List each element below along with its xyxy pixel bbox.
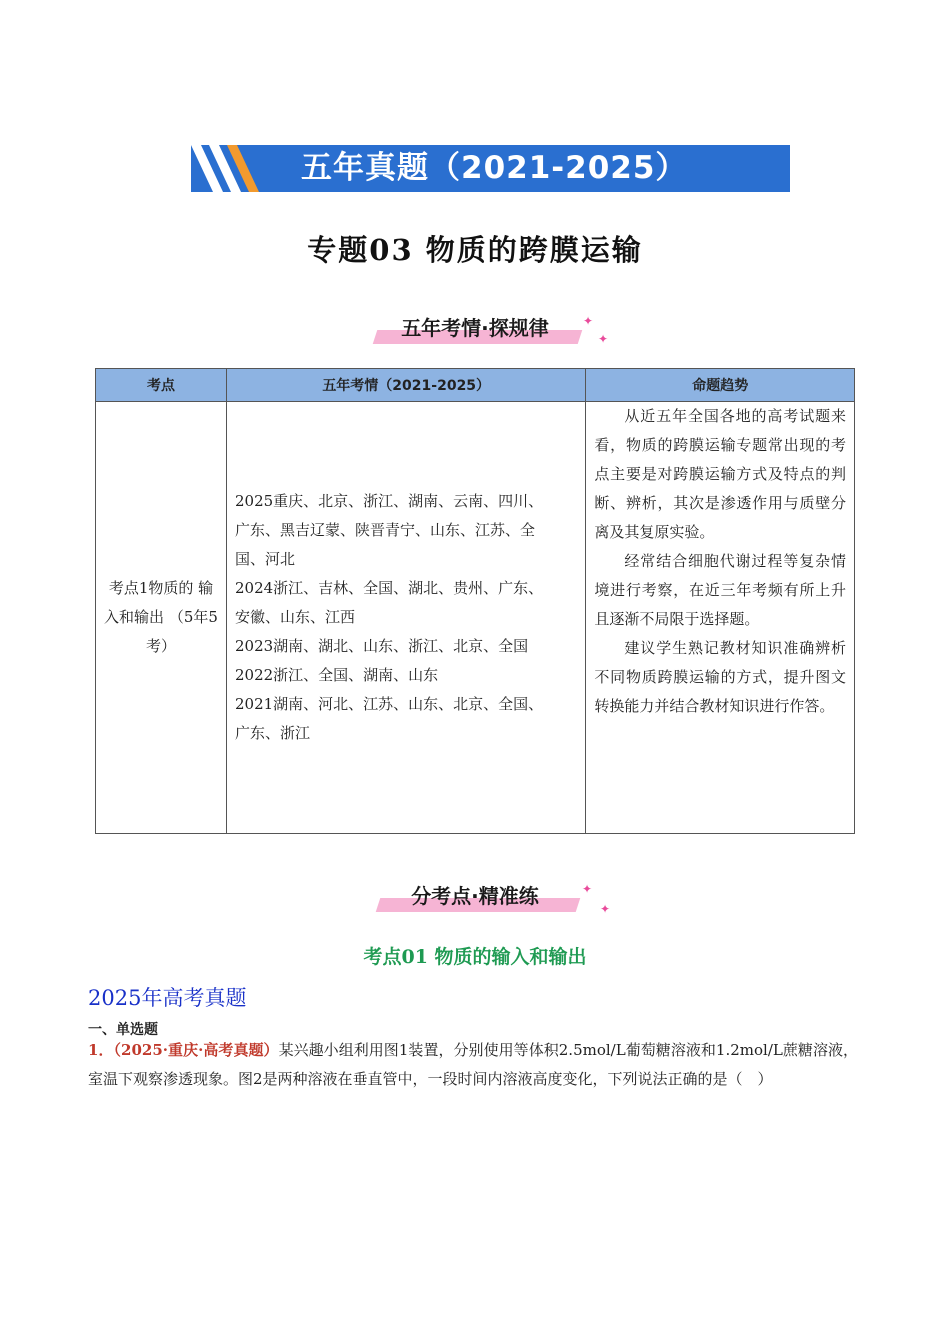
sparkle-icon: ✦ [598, 332, 609, 346]
exam-trend-table [95, 368, 855, 834]
history-line: 国、河北 [234, 550, 295, 568]
banner-title: 五年真题（2021-2025） [301, 150, 688, 186]
trend-paragraph: 建议学生熟记教材知识准确辨析不同物质跨膜运输的方式，提升图文转换能力并结合教材知识进行作答。 [594, 639, 846, 715]
question-type: 一、单选题 [88, 1022, 158, 1038]
trend-paragraph: 经常结合细胞代谢过程等复杂情境进行考察，在近三年考频有所上升且逐渐不局限于选择题。 [594, 552, 846, 628]
history-line: 广东、黑吉辽蒙、陕晋青宁、山东、江苏、全 [234, 521, 535, 539]
cell-trend [586, 402, 855, 834]
header-point: 考点 [96, 369, 227, 402]
cell-history [226, 402, 585, 834]
sparkle-icon: ✦ [582, 882, 593, 896]
question-1 [88, 1036, 858, 1094]
sparkle-icon: ✦ [600, 902, 611, 916]
question-text: 某兴趣小组利用图1装置，分别使用等体积2.5mol/L葡萄糖溶液和1.2mol/L蔗糖溶液，室温下观察渗透现象。图2是两种溶液在垂直管中，一段时间内溶液高度变化，下列说法正确的是（ ） [88, 1041, 859, 1088]
history-line: 2023湖南、湖北、山东、浙江、北京、全国 [234, 637, 529, 655]
cell-point [96, 402, 227, 834]
kaodian-title: 考点01 物质的输入和输出 [363, 946, 587, 968]
table-header-row [96, 369, 855, 402]
history-line: 广东、浙江 [234, 724, 310, 742]
header-history: 五年考情（2021-2025） [226, 369, 585, 402]
history-line: 2022浙江、全国、湖南、山东 [234, 666, 439, 684]
table-row [96, 402, 855, 834]
header-trend: 命题趋势 [586, 369, 855, 402]
point-line: （5年5考） [145, 608, 218, 655]
history-line: 2025重庆、北京、浙江、湖南、云南、四川、 [234, 492, 544, 510]
history-line: 2024浙江、吉林、全国、湖北、贵州、广东、 [234, 579, 544, 597]
document-title: 专题03 物质的跨膜运输 [307, 233, 643, 267]
section-heading-trends [0, 308, 950, 352]
section-label: 分考点·精准练 [411, 884, 539, 908]
banner-stripes-icon [191, 145, 281, 192]
point-line: 考点1物质的 [108, 579, 194, 597]
year-title: 2025年高考真题 [88, 986, 247, 1010]
trend-paragraph: 从近五年全国各地的高考试题来看，物质的跨膜运输专题常出现的考点主要是对跨膜运输方式及特点的判断、辨析，其次是渗透作用与质壁分离及其复原实验。 [594, 407, 846, 541]
header-banner [191, 145, 790, 192]
history-line: 2021湖南、河北、江苏、山东、北京、全国、 [234, 695, 544, 713]
sparkle-icon: ✦ [583, 314, 594, 328]
section-heading-practice [0, 876, 950, 920]
question-source: （2025·重庆·高考真题） [113, 1041, 279, 1059]
point-line: 输入和输出 [104, 579, 214, 626]
question-number: 1． [88, 1041, 114, 1059]
history-line: 安徽、山东、江西 [234, 608, 355, 626]
section-label: 五年考情·探规律 [401, 316, 549, 340]
